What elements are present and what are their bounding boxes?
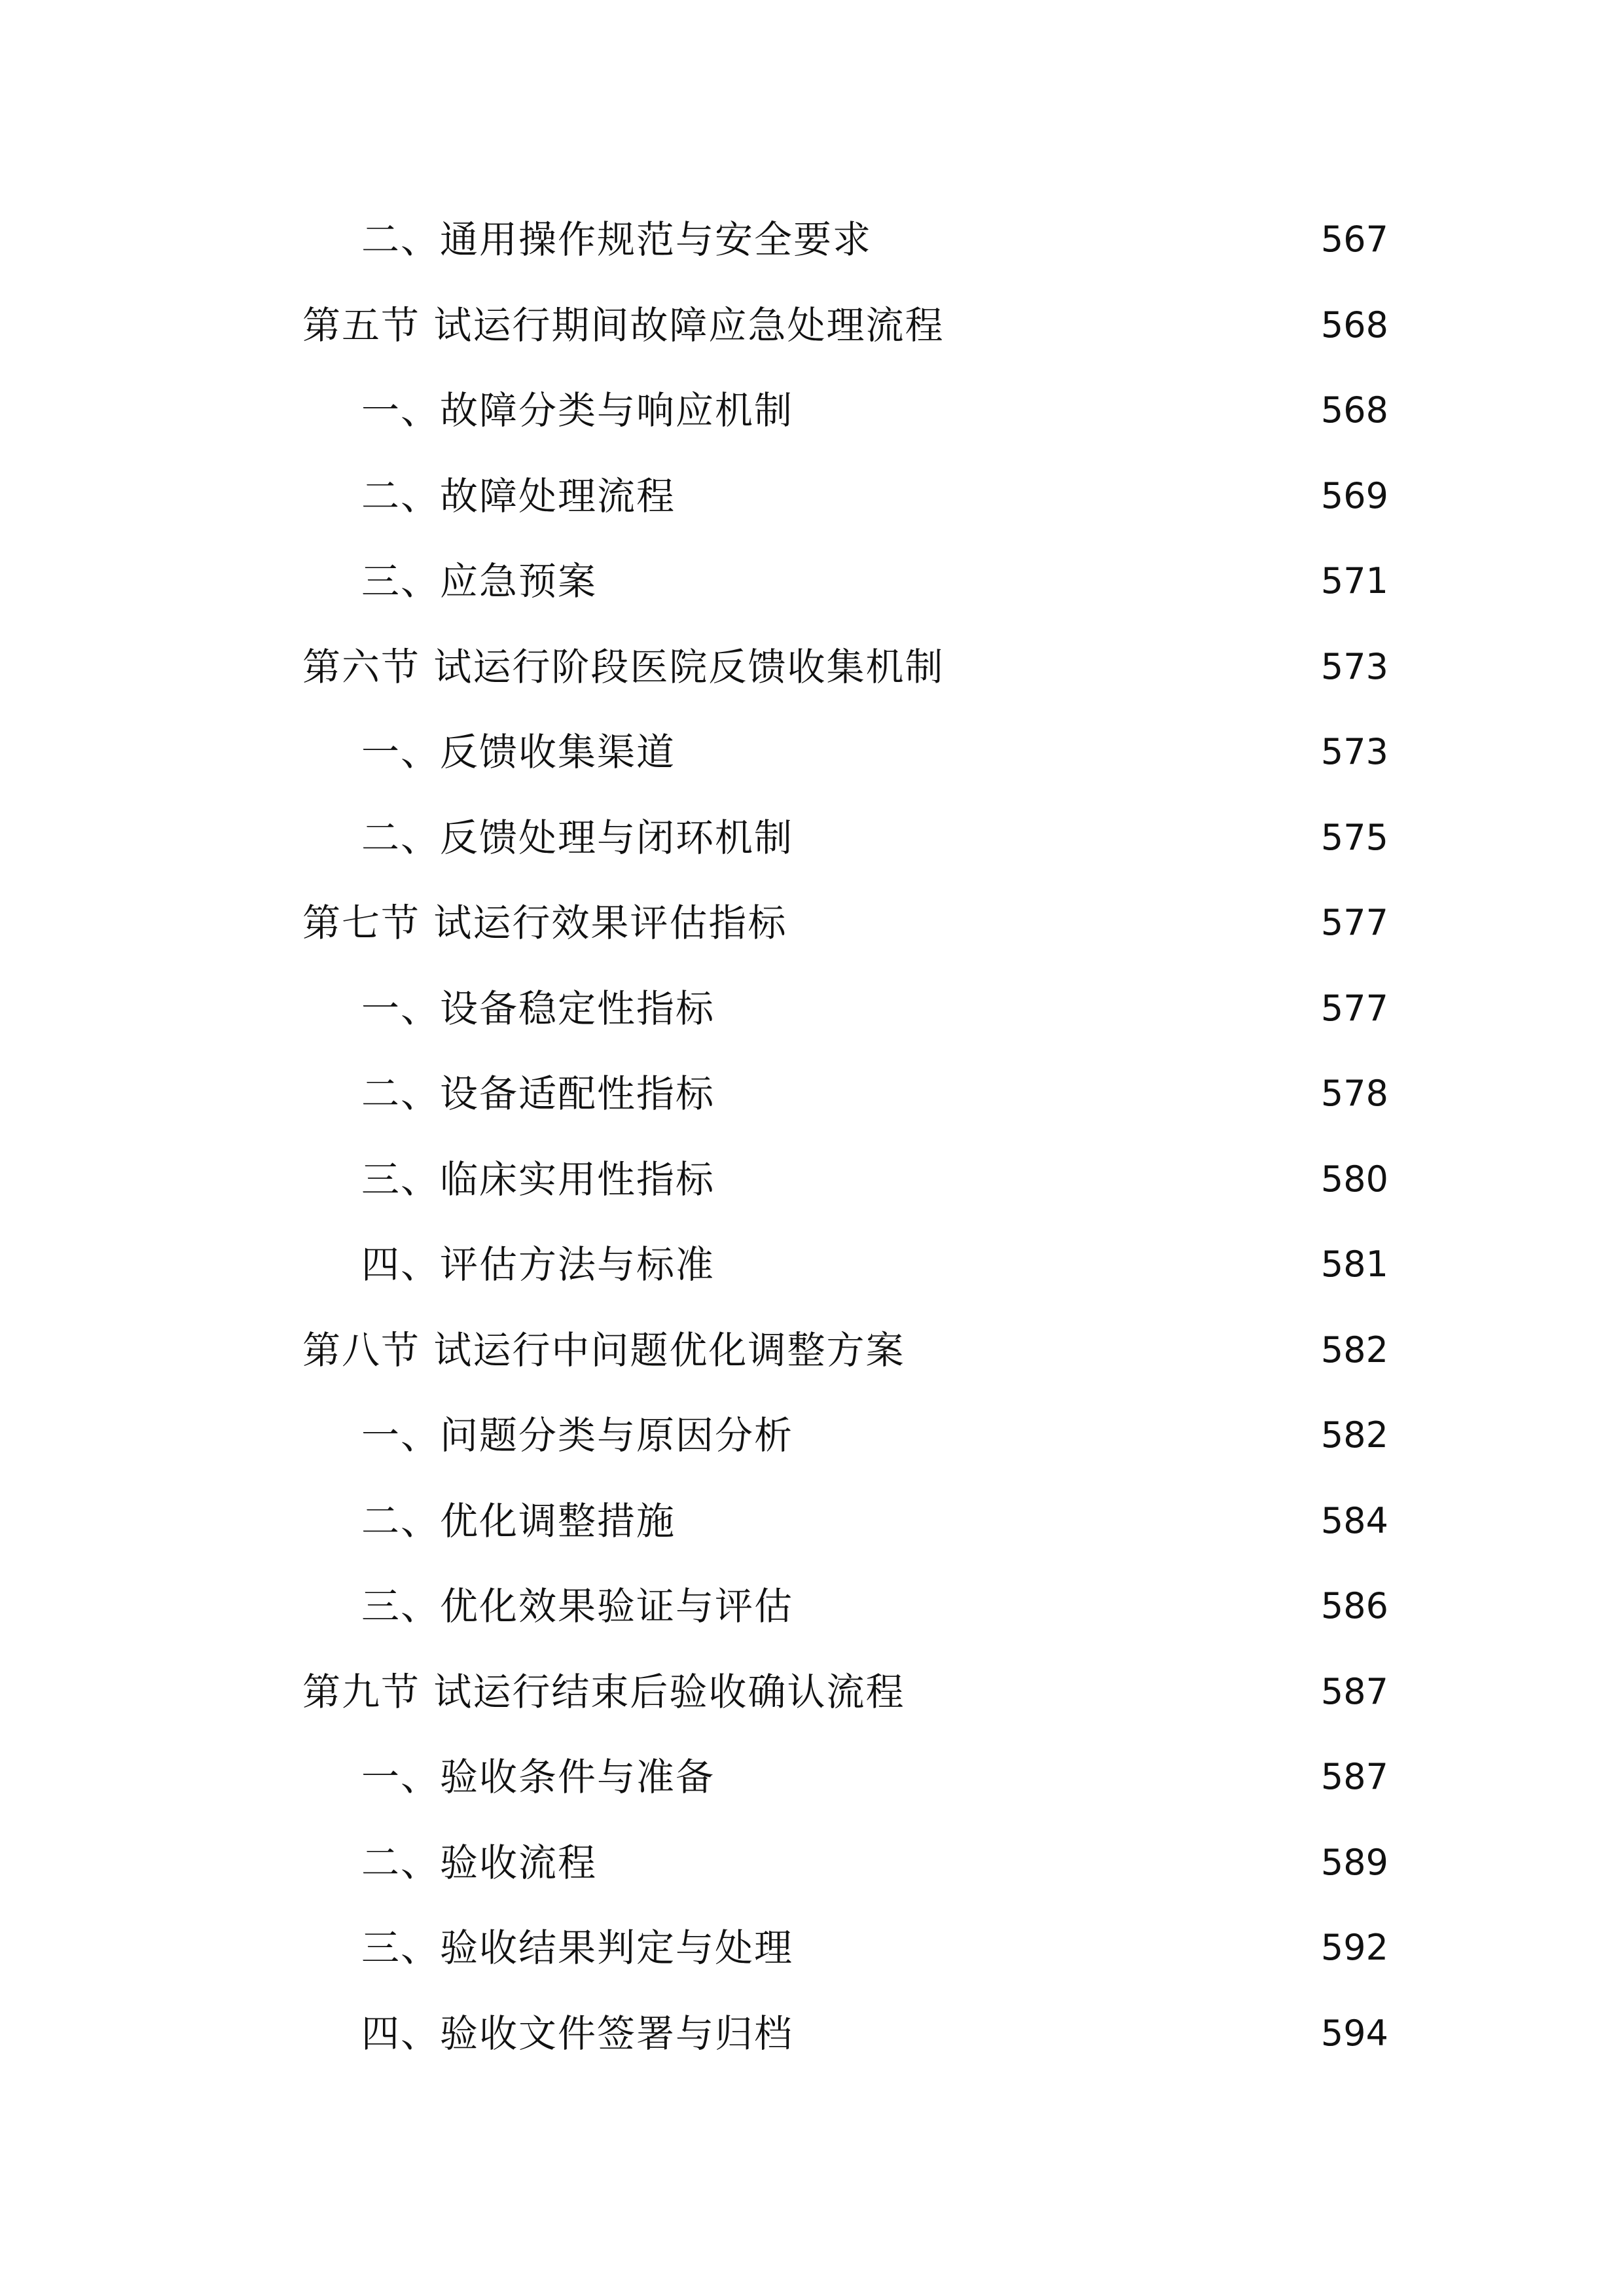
toc-entry-page-number: 571 (1320, 560, 1388, 601)
toc-entry-title: 第七节 试运行效果评估指标 (302, 901, 787, 945)
toc-entry-page-number: 584 (1320, 1499, 1388, 1541)
toc-subsection-entry[interactable] (0, 1403, 1624, 1468)
toc-entry-page-number: 568 (1320, 389, 1388, 431)
toc-entry-page-number: 578 (1320, 1073, 1388, 1114)
toc-entry-title: 四、验收文件签署与归档 (361, 2011, 794, 2056)
toc-subsection-entry[interactable] (0, 805, 1624, 870)
toc-subsection-entry[interactable] (0, 463, 1624, 529)
toc-entry-page-number: 589 (1320, 1841, 1388, 1883)
toc-subsection-entry[interactable] (0, 1061, 1624, 1126)
toc-section-entry[interactable] (0, 1318, 1624, 1383)
toc-section-entry[interactable] (0, 293, 1624, 358)
toc-entry-title: 二、反馈处理与闭环机制 (361, 815, 794, 860)
toc-entry-page-number: 581 (1320, 1244, 1388, 1285)
toc-section-entry[interactable] (0, 634, 1624, 700)
toc-entry-title: 一、设备稳定性指标 (361, 986, 715, 1031)
toc-entry-title: 二、故障处理流程 (361, 473, 676, 518)
toc-subsection-entry[interactable] (0, 1830, 1624, 1895)
toc-entry-title: 一、故障分类与响应机制 (361, 388, 794, 433)
toc-subsection-entry[interactable] (0, 378, 1624, 443)
toc-subsection-entry[interactable] (0, 1744, 1624, 1810)
toc-entry-title: 一、验收条件与准备 (361, 1755, 715, 1799)
toc-entry-page-number: 573 (1320, 645, 1388, 687)
toc-subsection-entry[interactable] (0, 1147, 1624, 1212)
toc-entry-title: 二、设备适配性指标 (361, 1071, 715, 1116)
toc-entry-title: 三、应急预案 (361, 559, 598, 603)
toc-subsection-entry[interactable] (0, 548, 1624, 614)
toc-entry-page-number: 582 (1320, 1414, 1388, 1456)
toc-entry-title: 一、反馈收集渠道 (361, 730, 676, 774)
toc-entry-page-number: 577 (1320, 902, 1388, 943)
toc-entry-title: 三、验收结果判定与处理 (361, 1926, 794, 1970)
toc-subsection-entry[interactable] (0, 976, 1624, 1041)
toc-entry-page-number: 587 (1320, 1670, 1388, 1712)
toc-subsection-entry[interactable] (0, 1915, 1624, 1981)
toc-section-entry[interactable] (0, 1659, 1624, 1725)
toc-subsection-entry[interactable] (0, 1232, 1624, 1297)
toc-subsection-entry[interactable] (0, 719, 1624, 785)
toc-entry-page-number: 577 (1320, 987, 1388, 1029)
toc-entry-page-number: 587 (1320, 1756, 1388, 1797)
toc-entry-page-number: 594 (1320, 2012, 1388, 2054)
toc-section-entry[interactable] (0, 890, 1624, 956)
toc-entry-title: 二、通用操作规范与安全要求 (361, 217, 873, 262)
toc-subsection-entry[interactable] (0, 207, 1624, 272)
toc-entry-title: 一、问题分类与原因分析 (361, 1413, 794, 1458)
toc-entry-title: 第八节 试运行中问题优化调整方案 (302, 1327, 905, 1372)
toc-entry-title: 第六节 试运行阶段医院反馈收集机制 (302, 644, 945, 689)
toc-entry-title: 二、验收流程 (361, 1840, 598, 1885)
toc-entry-title: 第九节 试运行结束后验收确认流程 (302, 1669, 905, 1714)
toc-entry-title: 第五节 试运行期间故障应急处理流程 (302, 302, 945, 348)
toc-entry-title: 二、优化调整措施 (361, 1498, 676, 1543)
toc-entry-page-number: 568 (1320, 304, 1388, 346)
toc-entry-page-number: 580 (1320, 1158, 1388, 1200)
toc-entry-title: 四、评估方法与标准 (361, 1242, 715, 1287)
toc-entry-title: 三、优化效果验证与评估 (361, 1584, 794, 1628)
toc-subsection-entry[interactable] (0, 1488, 1624, 1554)
toc-subsection-entry[interactable] (0, 1573, 1624, 1639)
toc-entry-page-number: 586 (1320, 1585, 1388, 1626)
toc-entry-page-number: 569 (1320, 475, 1388, 516)
toc-entry-page-number: 575 (1320, 816, 1388, 858)
toc-entry-title: 三、临床实用性指标 (361, 1157, 715, 1202)
toc-entry-page-number: 567 (1320, 219, 1388, 260)
toc-subsection-entry[interactable] (0, 2001, 1624, 2066)
toc-entry-page-number: 573 (1320, 731, 1388, 772)
toc-entry-page-number: 592 (1320, 1927, 1388, 1968)
toc-entry-page-number: 582 (1320, 1329, 1388, 1371)
